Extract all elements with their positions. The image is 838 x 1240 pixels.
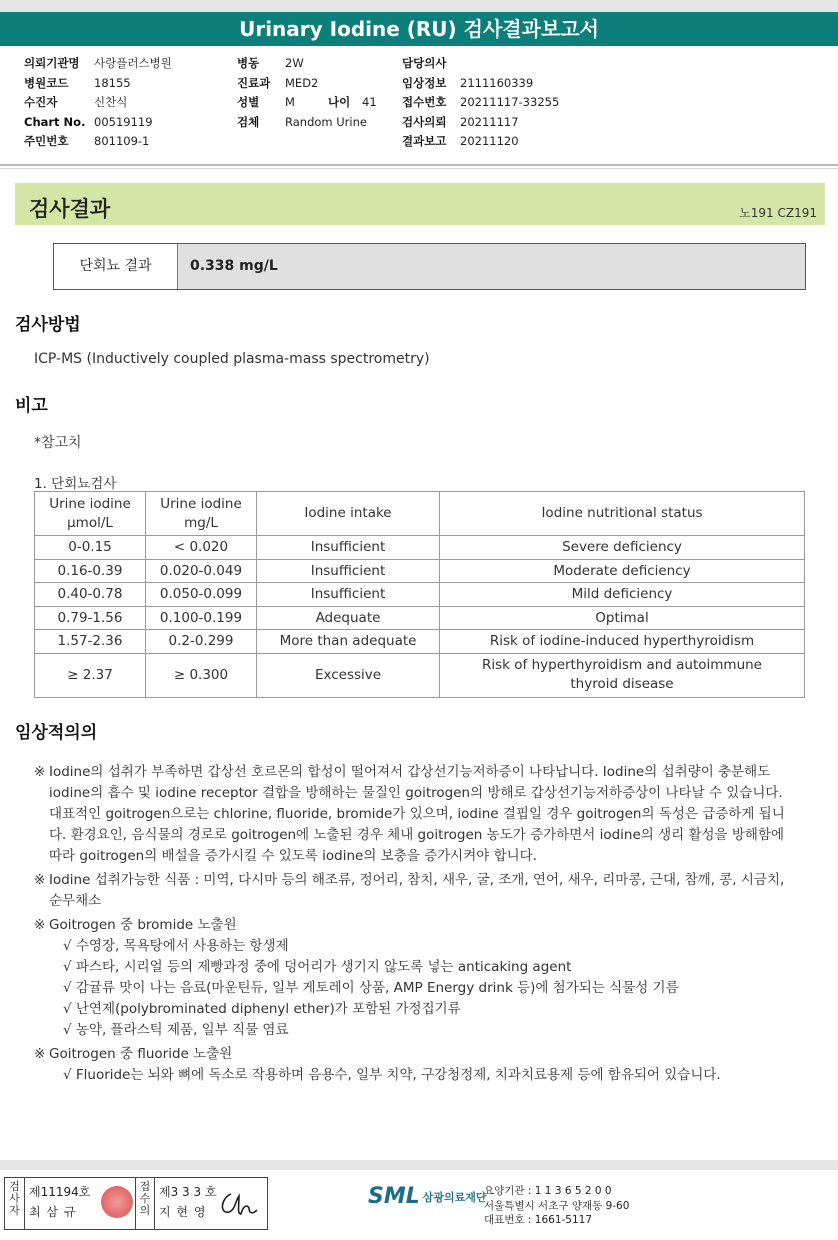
info-row: [402, 132, 559, 152]
clinical-paragraph: 대표적인 goitrogen으로는 chlorine, fluoride, bromide가 있으며, iodine 결핍일 경우 goitrogen의 독성은 급증하게 됩니다. 환경요인, 음식물의 경로로 goitrogen에 노출된 경우 체내 goitrogen 농도가 증가하면서 iodine의 생리 활성을 방해함에 따라 goitrogen의 배설을 증가시킬 수 있도록 iodine의 보충을 증가시켜야 합니다.: [49, 806, 785, 864]
inspector-name: 최 삼 규: [29, 1205, 77, 1219]
seal-stamp: [101, 1186, 133, 1218]
info-value: 18155: [94, 75, 131, 90]
clinical-sub-item: √ 파스타, 시리얼 등의 제빵과정 중에 덩어리가 생기지 않도록 넣는 anticaking agent: [63, 959, 572, 975]
info-label: 진료과: [237, 75, 271, 90]
table-header-cell: Iodine intake: [257, 492, 440, 536]
approver-license: 제3 3 3 호: [159, 1185, 217, 1199]
bottom-band: [0, 1160, 838, 1170]
clinical-sub-item: √ 수영장, 목욕탕에서 사용하는 항생제: [63, 938, 289, 954]
table-cell: Insufficient: [257, 559, 440, 583]
approver-label: 접 수 의: [135, 1178, 155, 1229]
reference-label: *참고치: [34, 435, 82, 451]
signature-image: [217, 1188, 261, 1220]
result-section-title: 검사결과: [29, 197, 111, 221]
clinical-sub-item: √ Fluoride는 뇌와 뼈에 독소로 작용하며 음용수, 일부 치약, 구강청정제, 치과치료용제 등에 함유되어 있습니다.: [63, 1067, 721, 1083]
table-cell: Risk of hyperthyroidism and autoimmune thyroid disease: [440, 653, 805, 697]
result-section-code: 노191 CZ191: [739, 206, 817, 220]
inspector-cell: [25, 1178, 135, 1229]
clinical-paragraph: Goitrogen 중 fluoride 노출원: [49, 1046, 233, 1062]
info-row: [24, 54, 172, 74]
signature-box: [4, 1177, 268, 1230]
table-row: [35, 583, 805, 607]
logo-text: SML: [368, 1184, 420, 1209]
info-label: 검사의뢰: [402, 114, 447, 129]
table-row: [35, 606, 805, 630]
result-section-bar: [15, 183, 825, 225]
info-value: 20211117: [460, 114, 519, 129]
table-row: [35, 630, 805, 654]
info-value: MED2: [285, 75, 319, 90]
table-cell: Insufficient: [257, 583, 440, 607]
info-row: [402, 54, 559, 74]
table-caption: 1. 단회뇨검사: [34, 476, 117, 492]
result-label: 단회뇨 결과: [54, 244, 178, 289]
info-label: 병동: [237, 56, 260, 70]
info-label: 결과보고: [402, 134, 447, 148]
info-value: 신찬식: [94, 95, 128, 109]
info-value: Random Urine: [285, 114, 367, 129]
reference-mark: ※: [34, 872, 46, 888]
inspector-license: 제11194호: [29, 1185, 91, 1199]
info-value: 사랑플러스병원: [94, 56, 172, 70]
table-cell: 0-0.15: [35, 536, 146, 560]
info-row: [24, 74, 172, 94]
info-value: 20211120: [460, 134, 519, 148]
sml-logo: [368, 1184, 487, 1209]
info-row: [24, 93, 172, 113]
org-name: 삼광의료재단: [422, 1190, 487, 1204]
info-label: 주민번호: [24, 134, 69, 148]
clinical-paragraph: Iodine의 섭취가 부족하면 갑상선 호르몬의 합성이 떨어져서 갑상선기능저하증이 나타납니다. Iodine의 섭취량이 충분해도 iodine의 흡수 및 iodine receptor 결합을 방해하는 물질인 goitrogen의 방해로 갑상선기능저하증상이 나타날 수 있습니다.: [49, 764, 783, 801]
info-label: 임상정보: [402, 75, 447, 90]
info-row: [237, 113, 367, 133]
table-cell: 0.050-0.099: [146, 583, 257, 607]
info-row: [237, 74, 367, 94]
table-row: [35, 653, 805, 697]
age-label: 나이: [328, 95, 351, 109]
clinical-paragraph: Iodine 섭취가능한 식품 : 미역, 다시마 등의 해조류, 정어리, 참치, 새우, 굴, 조개, 연어, 새우, 리마콩, 근대, 참깨, 콩, 시금치, 순무채소: [49, 872, 785, 909]
reference-mark: ※: [34, 764, 46, 780]
info-row: [402, 113, 559, 133]
table-cell: < 0.020: [146, 536, 257, 560]
info-label: 접수번호: [402, 95, 447, 109]
table-row: [35, 536, 805, 560]
reference-mark: ※: [34, 917, 46, 933]
clinical-paragraph: Goitrogen 중 bromide 노출원: [49, 917, 237, 933]
reference-table: [34, 491, 805, 698]
clinical-item: [34, 1044, 794, 1086]
info-value: 20211117-33255: [460, 95, 560, 109]
table-cell: Moderate deficiency: [440, 559, 805, 583]
org-info-line: 요양기관 : 1 1 3 6 5 2 0 0: [484, 1185, 612, 1197]
method-title: 검사방법: [15, 315, 81, 335]
table-cell: ≥ 0.300: [146, 653, 257, 697]
info-row: [24, 113, 172, 133]
info-column-3: [402, 54, 559, 152]
info-value: 2111160339: [460, 75, 534, 90]
info-label: 성별: [237, 95, 260, 109]
table-cell: 0.16-0.39: [35, 559, 146, 583]
table-cell: Excessive: [257, 653, 440, 697]
remarks-title: 비고: [15, 396, 48, 416]
info-label: 의뢰기관명: [24, 56, 80, 70]
age-field: [328, 93, 377, 113]
table-cell: 0.020-0.049: [146, 559, 257, 583]
info-row: [237, 54, 367, 74]
info-divider-thin: [0, 168, 838, 169]
info-label: Chart No.: [24, 114, 86, 129]
table-row: [35, 559, 805, 583]
table-header-cell: Urine iodine mg/L: [146, 492, 257, 536]
clinical-title: 임상적의의: [15, 723, 98, 743]
reference-mark: ※: [34, 1046, 46, 1062]
table-cell: Insufficient: [257, 536, 440, 560]
table-cell: 1.57-2.36: [35, 630, 146, 654]
clinical-item: [34, 762, 794, 867]
reference-table-header: [35, 492, 805, 536]
table-cell: Risk of iodine-induced hyperthyroidism: [440, 630, 805, 654]
table-cell: 0.40-0.78: [35, 583, 146, 607]
info-row: [402, 74, 559, 94]
table-header-cell: Urine iodine μmol/L: [35, 492, 146, 536]
table-cell: Severe deficiency: [440, 536, 805, 560]
clinical-text: [34, 762, 794, 1086]
table-header-cell: Iodine nutritional status: [440, 492, 805, 536]
report-title: Urinary Iodine (RU) 검사결과보고서: [0, 12, 838, 46]
table-cell: 0.2-0.299: [146, 630, 257, 654]
info-column-1: [24, 54, 172, 152]
table-cell: Optimal: [440, 606, 805, 630]
table-cell: Adequate: [257, 606, 440, 630]
result-value: 0.338 mg/L: [178, 244, 805, 289]
table-cell: More than adequate: [257, 630, 440, 654]
info-label: 수진자: [24, 95, 58, 109]
clinical-item: [34, 870, 794, 912]
info-value: 00519119: [94, 114, 153, 129]
clinical-sub-item: √ 감귤류 맛이 나는 음료(마운틴듀, 일부 게토레이 상품, AMP Energy drink 등)에 첨가되는 식물성 기름: [63, 980, 679, 996]
table-cell: ≥ 2.37: [35, 653, 146, 697]
clinical-sub-item: √ 난연제(polybrominated diphenyl ether)가 포함된 가정집기류: [63, 1001, 461, 1017]
org-info-line: 대표번호 : 1661-5117: [484, 1214, 593, 1226]
info-divider: [0, 164, 838, 166]
top-band: [0, 0, 838, 12]
info-label: 병원코드: [24, 75, 69, 90]
info-label: 검체: [237, 114, 260, 129]
org-info-line: 서울특별시 서초구 양재동 9-60: [484, 1199, 630, 1212]
clinical-item: [34, 915, 794, 1041]
method-text: ICP-MS (Inductively coupled plasma-mass spectrometry): [34, 351, 430, 367]
table-cell: 0.79-1.56: [35, 606, 146, 630]
age-value: 41: [362, 95, 377, 109]
table-cell: Mild deficiency: [440, 583, 805, 607]
result-box: [53, 243, 806, 290]
approver-name: 지 현 영: [159, 1205, 207, 1219]
org-info: [484, 1184, 629, 1228]
approver-cell: [155, 1178, 267, 1229]
info-value: 2W: [285, 56, 304, 70]
info-label: 담당의사: [402, 56, 447, 70]
info-value: 801109-1: [94, 134, 150, 148]
table-cell: 0.100-0.199: [146, 606, 257, 630]
info-value: M: [285, 95, 295, 109]
clinical-sub-item: √ 농약, 플라스틱 제품, 일부 직물 염료: [63, 1022, 289, 1038]
inspector-label: 검 사 자: [5, 1178, 25, 1229]
info-row: [402, 93, 559, 113]
info-row: [24, 132, 172, 152]
